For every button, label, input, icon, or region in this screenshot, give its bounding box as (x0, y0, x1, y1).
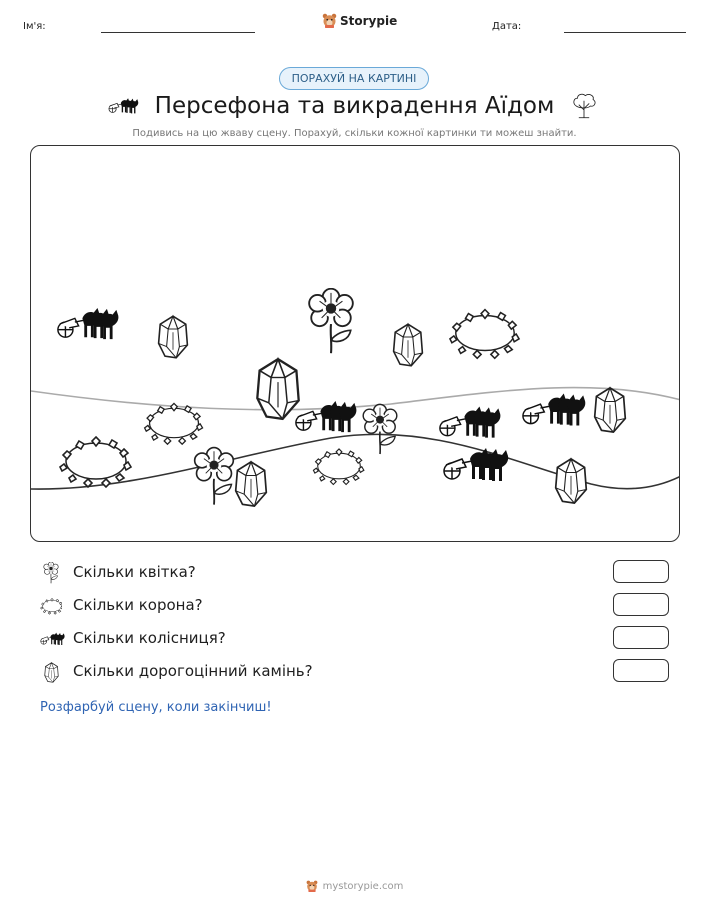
page-subtitle: Подивись на цю жваву сцену. Порахуй, скільки кожної картинки ти можеш знайти. (132, 128, 577, 139)
chariot (58, 308, 119, 339)
chariot (444, 448, 508, 481)
chariot (440, 406, 501, 437)
flower-icon (40, 562, 62, 584)
question-text: Скільки колісниця? (73, 629, 226, 647)
scene-canvas (31, 146, 680, 542)
crown-icon (40, 595, 62, 617)
flower (363, 404, 397, 454)
coloring-instruction: Розфарбуй сцену, коли закінчиш! (40, 700, 272, 715)
date-label: Дата: (492, 21, 522, 32)
gem (394, 324, 423, 366)
chariot-icon (40, 628, 66, 650)
activity-badge: ПОРАХУЙ НА КАРТИНІ (279, 67, 429, 90)
gem (556, 459, 587, 503)
answer-box[interactable] (613, 560, 669, 583)
title-row (0, 90, 709, 126)
name-line[interactable] (101, 32, 255, 33)
question-text: Скільки квітка? (73, 563, 196, 581)
gem-icon (40, 661, 62, 683)
gem (159, 316, 188, 358)
flower (195, 448, 234, 505)
tree-icon (571, 92, 597, 120)
bear-icon (306, 880, 318, 892)
question-text: Скільки корона? (73, 596, 203, 614)
name-label: Ім'я: (23, 21, 46, 32)
question-row (40, 626, 680, 652)
crown (450, 310, 519, 359)
chariot (523, 393, 585, 425)
flower (309, 289, 353, 353)
answer-box[interactable] (613, 659, 669, 682)
crown (60, 437, 131, 487)
question-text: Скільки дорогоцінний камінь? (73, 662, 313, 680)
answer-box[interactable] (613, 593, 669, 616)
question-row (40, 560, 680, 586)
counting-scene (30, 145, 680, 542)
bear-icon (322, 13, 337, 28)
crown (313, 449, 363, 485)
brand-logo (322, 13, 397, 28)
question-row (40, 593, 680, 619)
page-title: Персефона та викрадення Аїдом (154, 93, 555, 119)
gem (236, 462, 267, 506)
date-line[interactable] (564, 32, 686, 33)
crown (145, 403, 203, 444)
brand-name: Storypie (340, 13, 398, 28)
answer-box[interactable] (613, 626, 669, 649)
gem (595, 388, 626, 432)
chariot (296, 401, 357, 432)
footer-url[interactable]: mystorypie.com (322, 880, 404, 892)
question-row (40, 659, 680, 685)
footer (0, 880, 709, 892)
